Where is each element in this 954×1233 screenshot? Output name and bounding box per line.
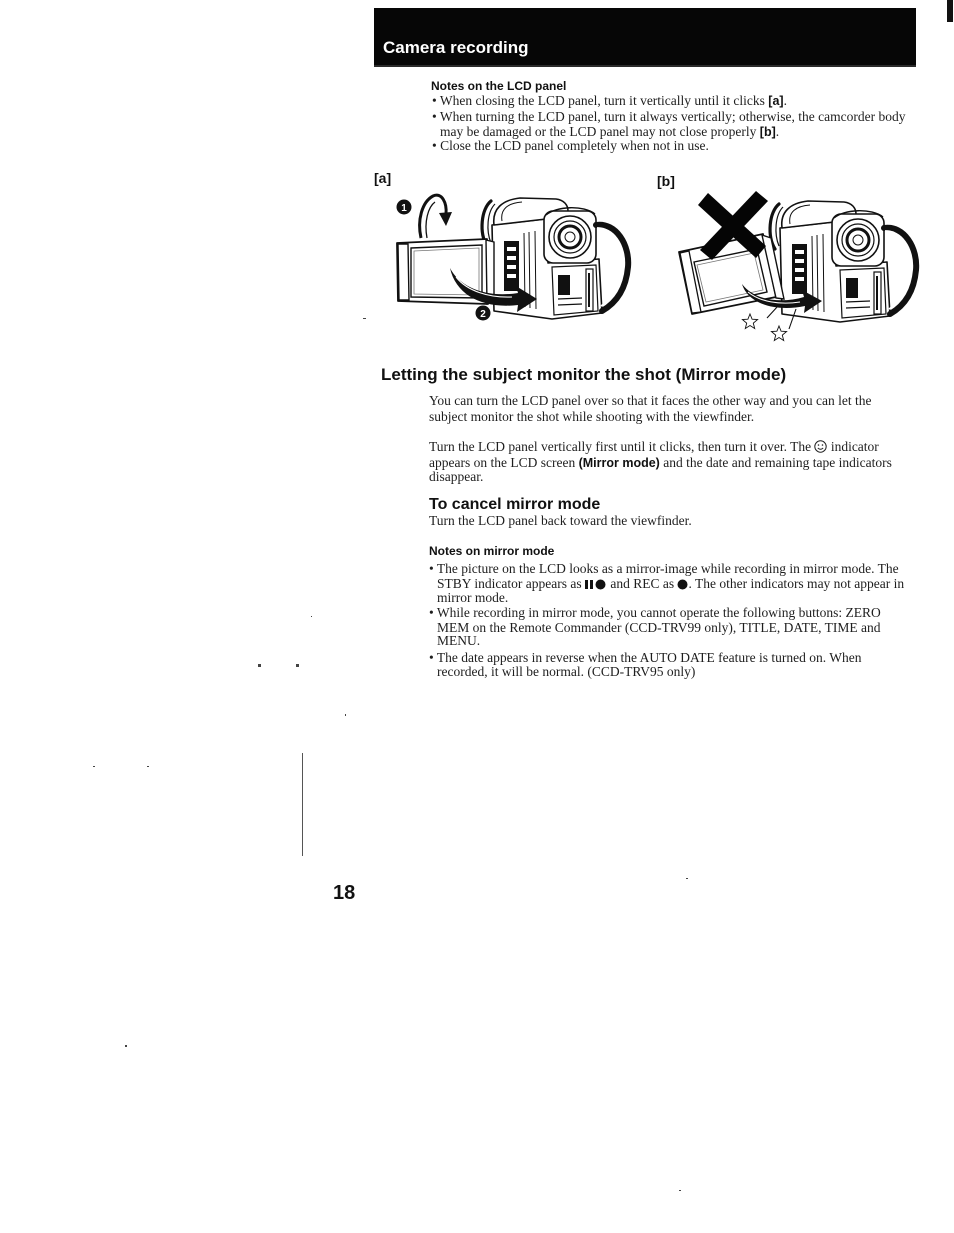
mirror-steps-text-d: and the date and remaining tape indicators [659,455,892,470]
figure-ref-b: [b] [759,125,776,139]
mirror-mode-heading: Letting the subject monitor the shot (Mirror mode) [381,365,787,384]
mirror-steps-text-c: appears on the LCD screen [429,455,579,470]
page-edge-tab [947,0,953,22]
scan-speck [147,766,149,767]
section-title: Camera recording [383,38,529,57]
rec-icon [677,579,688,590]
step-2-number: 2 [480,309,486,320]
page-number: 18 [333,882,356,904]
rotation-arrow-icon [420,195,452,238]
lcd-note-1-text: • When closing the LCD panel, turn it vertically until it clicks [432,93,769,108]
lcd-note-2-text: may be damaged or the LCD panel may not close properly [440,124,760,139]
lcd-note-1 [432,93,787,109]
step-1-number: 1 [401,203,407,214]
stby-icon [585,579,607,590]
scan-speck [311,616,312,617]
margin-rule [302,753,303,856]
mirror-note-1-text-b: and REC as [606,576,678,591]
mirror-intro-line-2: subject monitor the shot while shooting with the viewfinder. [429,409,755,424]
lcd-note-3: • Close the LCD panel completely when not in use. [432,138,709,153]
section-header-bar [374,8,916,67]
mirror-steps-line-2 [429,455,892,471]
scan-speck [363,318,366,319]
mirror-note-2-line-3: MENU. [437,633,481,648]
scan-speck [345,714,346,716]
mirror-note-3-line-2: recorded, it will be normal. (CCD-TRV95 only) [437,664,696,679]
mirror-note-2-line-1: • While recording in mirror mode, you cannot operate the following buttons: ZERO [429,605,881,620]
scan-speck [679,1190,681,1191]
cancel-mirror-heading: To cancel mirror mode [429,496,601,513]
lcd-note-2-line-1: • When turning the LCD panel, turn it always vertically; otherwise, the camcorder body [432,109,906,124]
mirror-mode-term: (Mirror mode) [578,456,660,470]
lcd-note-2-end: . [775,124,780,139]
mirror-steps-text-b: indicator [827,439,879,454]
scan-speck [258,664,261,667]
scan-speck [125,1045,127,1047]
lcd-note-1-end: . [783,93,787,108]
lcd-notes-heading: Notes on the LCD panel [431,79,567,93]
figure-b-label: [b] [657,173,675,189]
mirror-notes-heading: Notes on mirror mode [429,544,555,558]
figure-a-illustration [385,185,635,325]
step-1-marker [397,200,412,215]
mirror-note-2-line-2: MEM on the Remote Commander (CCD-TRV99 only), TITLE, DATE, TIME and [437,620,881,635]
mirror-note-1-line-3: mirror mode. [437,590,509,605]
mirror-note-1-line-1: • The picture on the LCD looks as a mirror-image while recording in mirror mode. The [429,561,899,576]
figure-a-label: [a] [374,170,392,186]
step-2-marker [476,306,491,321]
mirror-steps-line-1 [429,439,879,455]
scan-speck [686,878,688,879]
scan-speck [93,766,95,767]
mirror-mode-icon [814,440,827,453]
scan-speck [296,664,299,667]
cancel-mirror-text: Turn the LCD panel back toward the viewfinder. [429,513,692,528]
mirror-intro-line-1: You can turn the LCD panel over so that it faces the other way and you can let the [429,393,872,408]
figure-b-illustration [672,183,922,348]
mirror-steps-line-3: disappear. [429,469,484,484]
mirror-note-1-text-a: STBY indicator appears as [437,576,585,591]
mirror-note-1-text-c: . The other indicators may not appear in [688,576,905,591]
mirror-steps-text-a: Turn the LCD panel vertically first until it clicks, then turn it over. The [429,439,815,454]
figure-ref-a: [a] [768,94,784,108]
mirror-note-3-line-1: • The date appears in reverse when the AUTO DATE feature is turned on. When [429,650,862,665]
